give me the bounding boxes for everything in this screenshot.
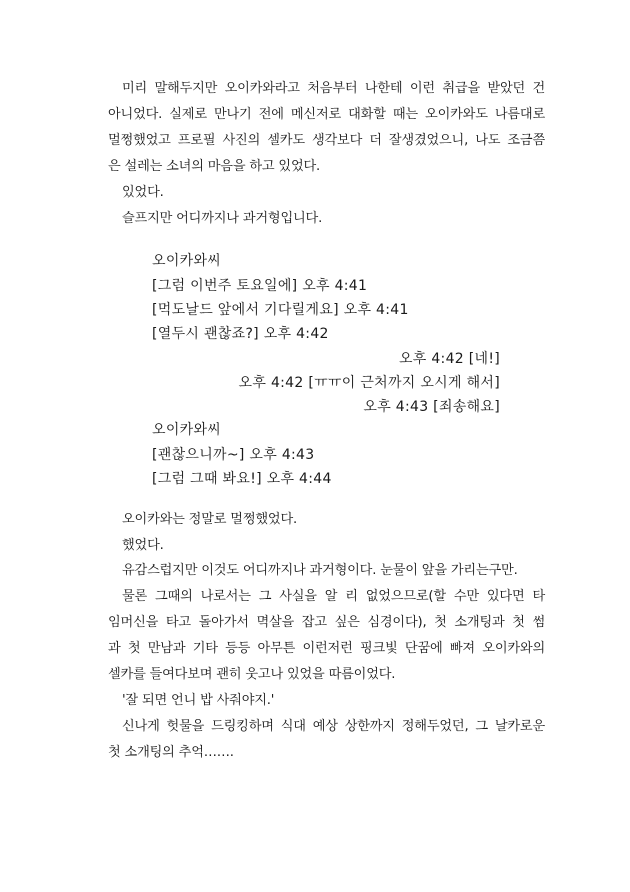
- chat-1-sender: 오이카와씨: [152, 253, 222, 269]
- chat-2-sender: 오이카와씨: [152, 422, 222, 438]
- paragraph-1-line-1: 미리 말해두지만 오이카와라고 처음부터 나한테 이런 취급을 받았던 건: [122, 81, 545, 96]
- my-reply-3: 오후 4:43 [죄송해요]: [363, 399, 500, 415]
- paragraph-2-line-1: 물론 그때의 나로서는 그 사실을 알 리 없었으므로(할 수만 있다면 타: [122, 589, 545, 604]
- my-reply-2: 오후 4:42 [ㅠㅠ이 근처까지 오시게 해서]: [238, 375, 500, 391]
- paragraph-3-line-2: 첫 소개팅의 추억…….: [108, 745, 234, 760]
- chat-2-message-2: [그럼 그때 봐요!] 오후 4:44: [152, 471, 332, 487]
- paragraph-2-line-4: 셀카를 들여다보며 괜히 웃고나 있었을 따름이었다.: [108, 667, 396, 682]
- paragraph-3-line-1: 신나게 헛물을 드링킹하며 식대 예상 상한까지 정해두었던, 그 날카로운: [122, 719, 545, 734]
- line-was: 있었다.: [122, 185, 164, 200]
- paragraph-1-line-4: 은 설레는 소녀의 마음을 하고 있었다.: [108, 159, 321, 174]
- line-sad: 슬프지만 어디까지나 과거형입니다.: [122, 211, 323, 226]
- chat-1-message-3: [열두시 괜찮죠?] 오후 4:42: [152, 326, 329, 342]
- line-quote: '잘 되면 언니 밥 사줘야지.': [122, 693, 275, 708]
- paragraph-1-line-3: 멀쩡했었고 프로필 사진의 셀카도 생각보다 더 잘생겼었으니, 나도 조금쯤: [108, 133, 545, 148]
- my-reply-1: 오후 4:42 [네!]: [398, 351, 500, 367]
- chat-1-message-2: [먹도날드 앞에서 기다릴게요] 오후 4:41: [152, 302, 409, 318]
- paragraph-1-line-2: 아니었다. 실제로 만나기 전에 메신저로 대화할 때는 오이카와도 나름대로: [108, 107, 545, 122]
- line-regret: 유감스럽지만 이것도 어디까지나 과거형이다. 눈물이 앞을 가리는구만.: [122, 563, 518, 578]
- paragraph-2-line-3: 과 첫 만남과 기타 등등 아무튼 이런저런 핑크빛 단꿈에 빠져 오이카와의: [108, 641, 545, 656]
- line-fine: 오이카와는 정말로 멀쩡했었다.: [122, 512, 297, 527]
- line-did: 했었다.: [122, 538, 164, 553]
- chat-1-message-1: [그럼 이번주 토요일에] 오후 4:41: [152, 278, 368, 294]
- paragraph-2-line-2: 임머신을 타고 돌아가서 멱살을 잡고 싶은 심경이다), 첫 소개팅과 첫 썸: [108, 615, 545, 630]
- chat-2-message-1: [괜찮으니까~] 오후 4:43: [152, 447, 315, 463]
